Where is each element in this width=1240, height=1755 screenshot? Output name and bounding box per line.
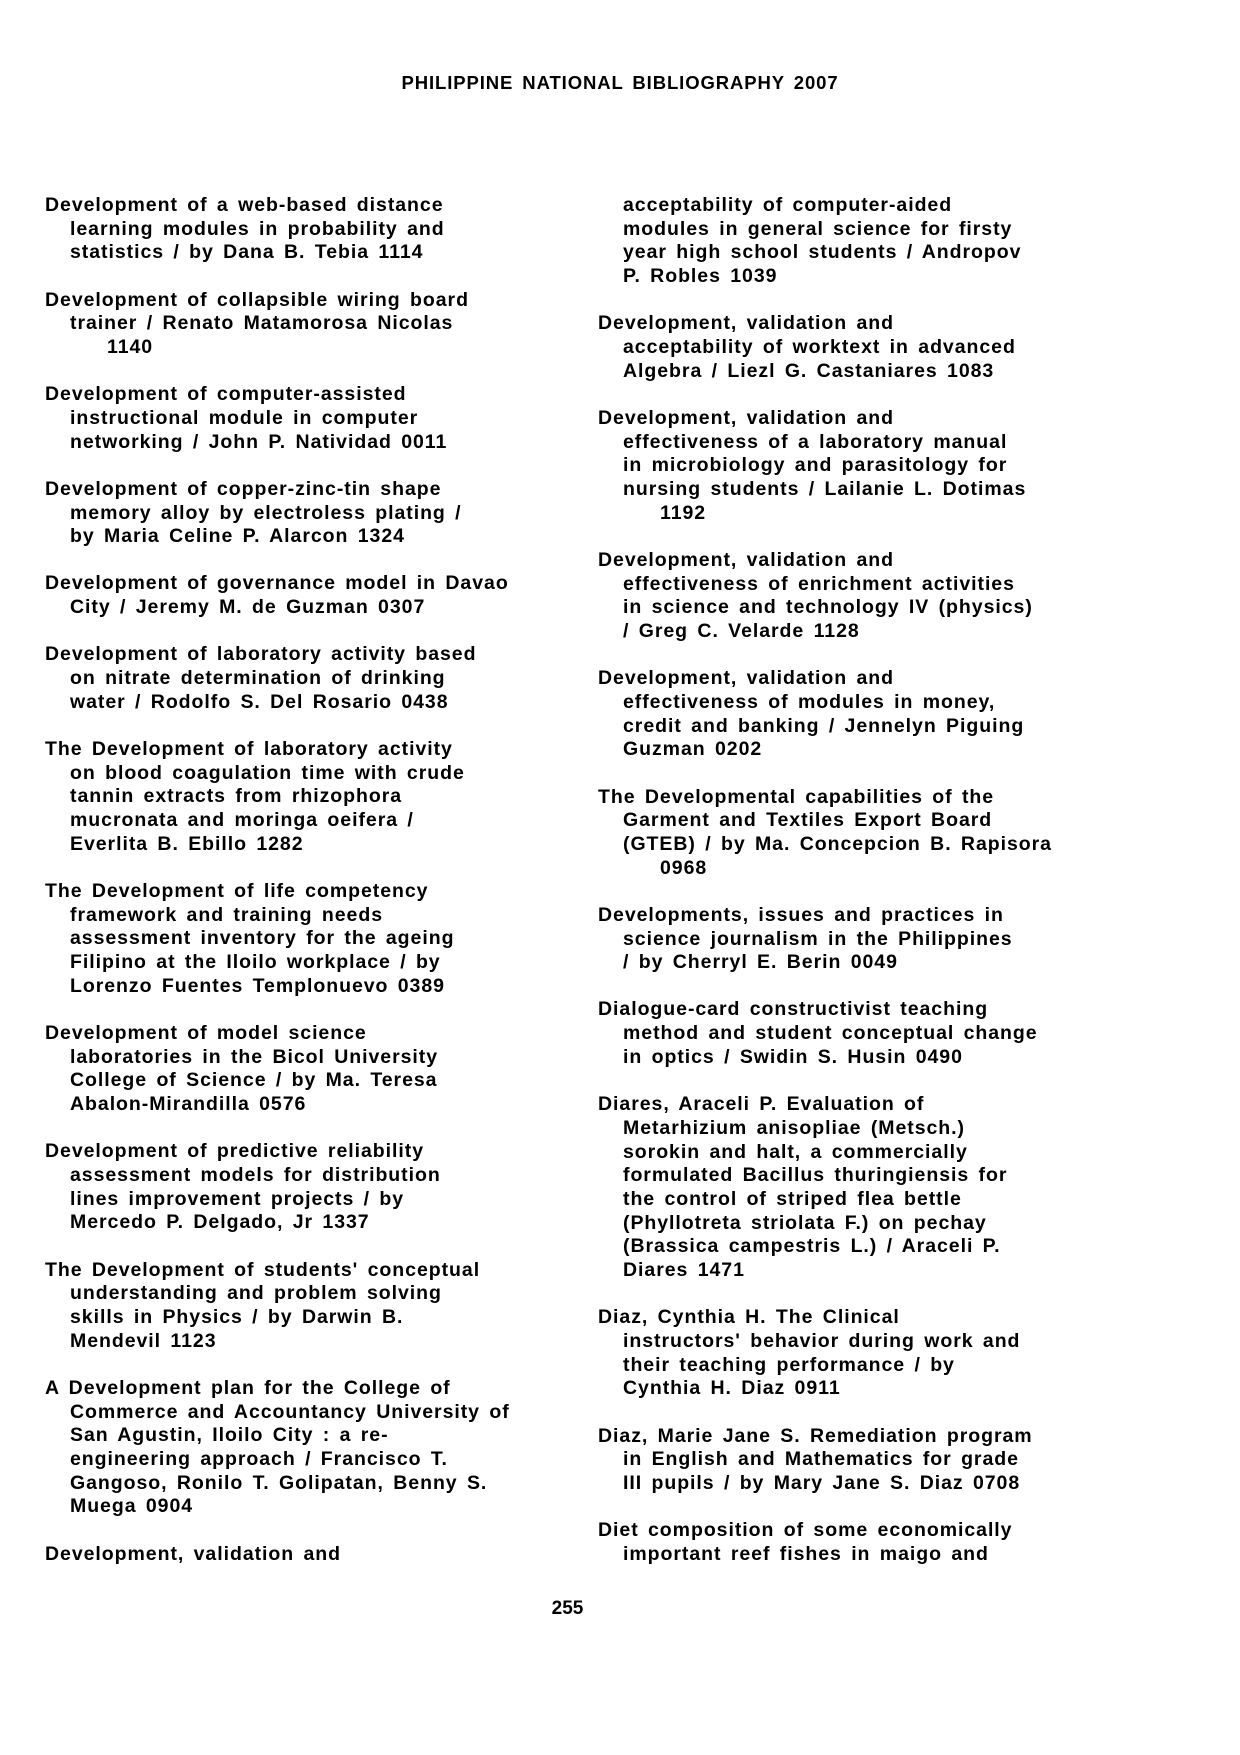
- entry-line: Development of model science: [45, 1021, 367, 1044]
- entry-line: Development of governance model in Davao: [45, 572, 509, 595]
- page-number: 255: [551, 1598, 584, 1619]
- entry-line: in science and technology IV (physics): [623, 596, 1033, 619]
- entry-line: tannin extracts from rhizophora: [70, 785, 403, 808]
- entry-line: / Greg C. Velarde 1128: [623, 620, 860, 643]
- entry-line: acceptability of worktext in advanced: [623, 336, 1016, 359]
- entry-line: Development of a web-based distance: [45, 194, 444, 216]
- entry-line: (GTEB) / by Ma. Concepcion B. Rapisora: [623, 832, 1052, 855]
- entry-line: Development, validation and: [598, 406, 895, 429]
- entry-line: the control of striped flea bettle: [623, 1187, 962, 1210]
- entry-line: in optics / Swidin S. Husin 0490: [623, 1045, 963, 1068]
- entry-line: Diet composition of some economically: [598, 1519, 1013, 1542]
- entry-line: sorokin and halt, a commercially: [623, 1140, 968, 1163]
- entry-line: Everlita B. Ebillo 1282: [70, 832, 304, 855]
- entry-line: Filipino at the Iloilo workplace / by: [70, 951, 441, 974]
- entry-line: The Development of laboratory activity: [45, 737, 453, 760]
- entry-line: Guzman 0202: [623, 738, 763, 761]
- bibliography-entry: [598, 407, 1118, 526]
- entry-line: modules in general science for firsty: [623, 217, 1013, 240]
- entry-line: skills in Physics / by Darwin B.: [70, 1306, 404, 1329]
- entry-line: Development of collapsible wiring board: [45, 288, 469, 311]
- bibliography-entry: [598, 1093, 1118, 1283]
- entry-line: The Development of life competency: [45, 879, 429, 902]
- entry-line: learning modules in probability and: [70, 217, 445, 240]
- entry-line: effectiveness of modules in money,: [623, 690, 996, 713]
- bibliography-entry: [598, 998, 1118, 1069]
- bibliography-entry: [598, 904, 1118, 975]
- bibliography-entry: [45, 880, 565, 999]
- entry-line: Gangoso, Ronilo T. Golipatan, Benny S.: [70, 1471, 488, 1494]
- entry-line: Development of laboratory activity based: [45, 643, 477, 666]
- entry-line: mucronata and moringa oeifera /: [70, 809, 414, 832]
- bibliography-entry: [598, 312, 1118, 383]
- entry-line: Development of predictive reliability: [45, 1140, 424, 1163]
- entry-line: networking / John P. Natividad 0011: [70, 430, 448, 453]
- entry-line: science journalism in the Philippines: [623, 927, 1013, 950]
- entry-line: Dialogue-card constructivist teaching: [598, 998, 989, 1021]
- bibliography-entry: [598, 1306, 1118, 1401]
- entry-line: Development, validation and: [598, 667, 895, 690]
- bibliography-entry: [598, 786, 1118, 881]
- entry-line: important reef fishes in maigo and: [623, 1542, 989, 1565]
- entry-line: The Development of students' conceptual: [45, 1258, 481, 1281]
- entry-line: framework and training needs: [70, 903, 383, 926]
- entry-line: effectiveness of enrichment activities: [623, 572, 1015, 595]
- bibliography-entry: [45, 738, 565, 857]
- entry-line: San Agustin, Iloilo City : a re-: [70, 1424, 389, 1447]
- entry-line: on nitrate determination of drinking: [70, 667, 446, 690]
- entry-line: Lorenzo Fuentes Templonuevo 0389: [70, 974, 445, 997]
- bibliography-entry: [45, 1140, 565, 1235]
- entry-line: their teaching performance / by: [623, 1353, 955, 1376]
- entry-line: instructional module in computer: [70, 406, 419, 429]
- entry-line: III pupils / by Mary Jane S. Diaz 0708: [623, 1471, 1021, 1494]
- entry-line: Muega 0904: [70, 1495, 194, 1518]
- entry-line: understanding and problem solving: [70, 1282, 442, 1305]
- entry-line: in English and Mathematics for grade: [623, 1448, 1019, 1471]
- entry-line: lines improvement projects / by: [70, 1187, 405, 1210]
- entry-line: Commerce and Accountancy University of: [70, 1400, 510, 1423]
- bibliography-entry: [598, 549, 1118, 644]
- bibliography-entry: [45, 1022, 565, 1117]
- entry-line: trainer / Renato Matamorosa Nicolas: [70, 312, 454, 335]
- entry-line: City / Jeremy M. de Guzman 0307: [70, 596, 426, 619]
- bibliography-entry: [45, 383, 565, 454]
- entry-line: method and student conceptual change: [623, 1022, 1038, 1045]
- left-column: [45, 194, 565, 1590]
- entry-line: Abalon-Mirandilla 0576: [70, 1093, 307, 1116]
- entry-line: Development of copper-zinc-tin shape: [45, 477, 442, 500]
- entry-line: P. Robles 1039: [623, 265, 778, 288]
- entry-line: laboratories in the Bicol University: [70, 1045, 439, 1068]
- entry-line: instructors' behavior during work and: [623, 1329, 1021, 1352]
- entry-line: (Phyllotreta striolata F.) on pechay: [623, 1211, 987, 1234]
- entry-line: credit and banking / Jennelyn Piguing: [623, 714, 1025, 737]
- entry-line: Development, validation and: [598, 548, 895, 571]
- bibliography-entry: [598, 1519, 1118, 1566]
- entry-line: College of Science / by Ma. Teresa: [70, 1069, 438, 1092]
- entry-line: in microbiology and parasitology for: [623, 454, 1008, 477]
- page-header: PHILIPPINE NATIONAL BIBLIOGRAPHY 2007: [401, 72, 839, 93]
- entry-line: engineering approach / Francisco T.: [70, 1448, 448, 1471]
- entry-line: Garment and Textiles Export Board: [623, 809, 993, 832]
- entry-line: Mercedo P. Delgado, Jr 1337: [70, 1211, 370, 1234]
- entry-line: Diaz, Marie Jane S. Remediation program: [598, 1424, 1033, 1447]
- bibliography-entry: [598, 1425, 1118, 1496]
- entry-line: on blood coagulation time with crude: [70, 761, 465, 784]
- bibliography-entry: [45, 289, 565, 360]
- entry-line: (Brassica campestris L.) / Araceli P.: [623, 1235, 1001, 1258]
- entry-line: effectiveness of a laboratory manual: [623, 430, 1008, 453]
- entry-line: formulated Bacillus thuringiensis for: [623, 1164, 1008, 1187]
- entry-line: Diares 1471: [623, 1259, 745, 1282]
- entry-line: Development of computer-assisted: [45, 383, 407, 406]
- bibliography-entry: [598, 667, 1118, 762]
- entry-line: water / Rodolfo S. Del Rosario 0438: [70, 690, 449, 713]
- entry-line: assessment inventory for the ageing: [70, 927, 455, 950]
- entry-line: acceptability of computer-aided: [623, 194, 953, 216]
- entry-line: assessment models for distribution: [70, 1164, 441, 1186]
- entry-line: 1140: [107, 336, 154, 359]
- entry-line: Developments, issues and practices in: [598, 903, 1004, 926]
- entry-line: 1192: [660, 501, 707, 524]
- entry-line: The Developmental capabilities of the: [598, 785, 995, 808]
- entry-line: memory alloy by electroless plating /: [70, 501, 462, 524]
- entry-line: Cynthia H. Diaz 0911: [623, 1377, 841, 1400]
- entry-line: statistics / by Dana B. Tebia 1114: [70, 241, 424, 264]
- right-column: [598, 194, 1118, 1590]
- entry-line: Diares, Araceli P. Evaluation of: [598, 1093, 925, 1116]
- bibliography-entry: [45, 1377, 565, 1519]
- entry-line: Development, validation and: [598, 312, 895, 335]
- entry-line: year high school students / Andropov: [623, 241, 1022, 264]
- entry-line: by Maria Celine P. Alarcon 1324: [70, 525, 405, 548]
- entry-line: 0968: [660, 856, 708, 879]
- bibliography-entry: [45, 1259, 565, 1354]
- bibliography-entry: [45, 572, 565, 619]
- entry-line: Diaz, Cynthia H. The Clinical: [598, 1306, 900, 1329]
- bibliography-entry: [45, 194, 565, 265]
- entry-line: Metarhizium anisopliae (Metsch.): [623, 1116, 965, 1139]
- entry-line: Algebra / Liezl G. Castaniares 1083: [623, 359, 995, 382]
- entry-line: A Development plan for the College of: [45, 1376, 451, 1399]
- entry-line: Mendevil 1123: [70, 1329, 217, 1352]
- entry-line: / by Cherryl E. Berin 0049: [623, 951, 898, 974]
- bibliography-entry: [598, 194, 1118, 289]
- entry-line: Development, validation and: [45, 1542, 342, 1565]
- bibliography-entry: [45, 478, 565, 549]
- bibliography-entry: [45, 1543, 565, 1567]
- bibliography-entry: [45, 643, 565, 714]
- entry-line: nursing students / Lailanie L. Dotimas: [623, 478, 1027, 501]
